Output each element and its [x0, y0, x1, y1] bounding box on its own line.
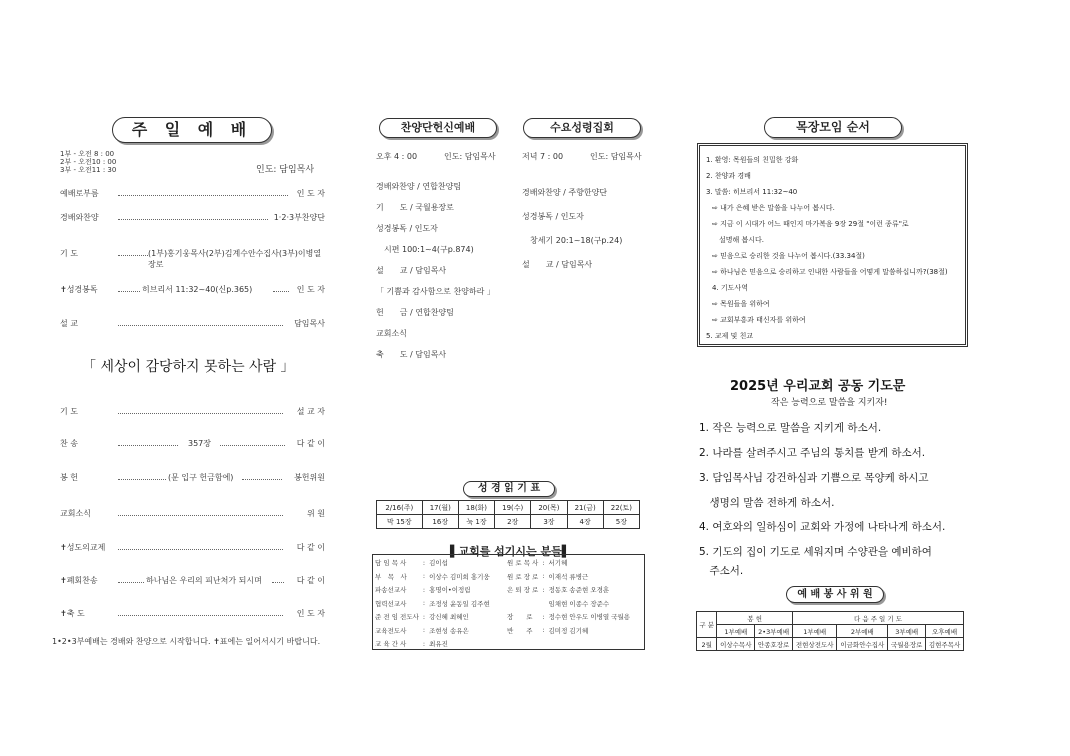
prayer-line-5: 5. 기도의 집이 기도로 세워지며 수양관을 예비하여: [699, 546, 932, 558]
order-hymn: 찬 송 357장 다 같 이: [60, 439, 325, 448]
sunday-note: 1•2•3부예배는 경배와 찬양으로 시작합니다. ✝표에는 일어서시기 바랍니다.: [52, 637, 321, 646]
wednesday-order: 경배와찬양 / 주향한양단 성경봉독 / 인도자 창세기 20:1~18(구p.24) 설 교 / 담임목사: [522, 188, 623, 269]
sermon-title: 「 세상이 감당하지 못하는 사람 」: [82, 359, 295, 375]
sunday-service-title: 주 일 예 배: [112, 117, 272, 143]
prayer-line-3: 3. 담임목사님 강건하심과 기쁨으로 목양케 하시고: [699, 472, 929, 484]
cell-group-items: 1. 환영: 목원들의 친밀한 강화 2. 찬양과 경배 3. 말씀: 히브리서 11:32~40 ⇨ 내가 은혜 받은 말씀을 나누어 봅시다. ⇨ 지금 이 시대가 어느 때인지 마가복음 9장 29절 "이런 종류"로 설명해 봅시다. ⇨ 믿음으로 승리한 것을 나누어 봅시다.(33.34절) ⇨ 하나님은 믿음으로 승리하고 인내한 사람들을 어떻게 말씀하십니까?(38절) 4. 기도사역 ⇨ 목원들을 위하여 ⇨ 교회부흥과 태신자를 위하여 5. 교제 및 친교: [706, 156, 948, 340]
order-fellowship: ✝성도의교제 다 같 이: [60, 543, 325, 552]
wednesday-time: 저녁 7 : 00: [522, 152, 564, 161]
order-church-news: 교회소식 위 원: [60, 509, 325, 518]
staff-title: ▌교회를 섬기시는 분들▌: [450, 545, 571, 558]
order-closing-prayer: 기 도 설 교 자: [60, 407, 325, 416]
order-offering: 봉 헌 (문 입구 헌금함에) 봉헌위원: [60, 473, 325, 482]
prayer-subtitle: 작은 능력으로 말씀을 지키자!: [771, 398, 888, 408]
service-team-title: 예 배 봉 사 위 원: [786, 586, 884, 603]
choir-service-title: 찬양단헌신예배: [379, 118, 497, 138]
staff-right: 원 로 목 사 : 서기혜 원 로 장 로 : 이재석 류병근 은 퇴 장 로 : 정동호 송준현 오경훈 임채현 이종수 장준수 장 로 : 정수현 안우도 이병열 국월용 반 주 : 김미정 김기혜: [507, 558, 631, 635]
prayer-line-3b: 생명의 말씀 전하게 하소서.: [699, 497, 835, 509]
choir-order: 경배와찬양 / 연합찬양팀 기 도 / 국월용장로 성경봉독 / 인도자 시편 100:1~4(구p.874) 설 교 / 담임목사 「 기쁨과 감사함으로 찬양하라 」 헌 금 / 연합찬양팀 교회소식 축 도 / 담임목사: [376, 182, 495, 359]
cell-group-box: [697, 143, 968, 347]
order-closing-hymn: ✝폐회찬송 하나님은 우리의 피난처가 되시며 다 같 이: [60, 576, 325, 585]
prayer-line-1: 1. 작은 능력으로 말씀을 지키게 하소서.: [699, 422, 882, 434]
order-prayer: 기 도 (1부)홍기웅목사(2부)김계수안수집사(3부)이병열장로: [60, 249, 322, 269]
service-times: 1부 - 오전 8 : 00 2부 - 오전10 : 00 3부 - 오전11 : 30: [60, 150, 117, 174]
choir-leader: 인도: 담임목사: [444, 152, 496, 161]
staff-left: 담 임 목 사 : 김이섭 부 목 사 : 이상수 김미희 홍기웅 파송선교사 : 홍명이•이정림 협력선교사 : 조정성 윤동일 김주현 준 전 임 전도사 : 강신혜 최혜인 교육전도사 : 조현성 송유은 교 육 간 사 : 최유진: [375, 558, 490, 649]
prayer-line-4: 4. 여호와의 일하심이 교회와 가정에 나타나게 하소서.: [699, 521, 946, 533]
staff-box: [372, 554, 645, 650]
choir-time: 오후 4 : 00: [376, 152, 418, 161]
prayer-line-5b: 주소서.: [699, 565, 744, 577]
order-call-to-worship: 예배로부름 인 도 자: [60, 189, 325, 198]
order-scripture-reading: ✝성경봉독 히브리서 11:32~40(신p.365) 인 도 자: [60, 285, 325, 294]
cell-group-title: 목장모임 순서: [764, 117, 902, 138]
sunday-leader: 인도: 담임목사: [256, 165, 315, 175]
wednesday-service-title: 수요성령집회: [523, 118, 641, 138]
order-benediction: ✝축 도 인 도 자: [60, 609, 325, 618]
service-team-table: 구 분 봉 헌 다 음 주 일 기 도 1부예배 2•3부예배 1부예배 2부예배 3부예배 오후예배 2월 이상수목사 안종호장로 전현상전도사 이금화안수집사 국월용장로 김현주목사: [696, 611, 964, 651]
wednesday-leader: 인도: 담임목사: [590, 152, 642, 161]
bible-reading-table: 2/16(주) 17(월) 18(화) 19(수) 20(목) 21(금) 22(토) 막 15장 16장 눅 1장 2장 3장 4장 5장: [376, 500, 640, 529]
order-praise-worship: 경배와찬양 1·2·3부찬양단: [60, 213, 325, 222]
order-sermon: 설 교 담임목사: [60, 319, 325, 328]
prayer-line-2: 2. 나라를 살려주시고 주님의 통치를 받게 하소서.: [699, 447, 926, 459]
prayer-title: 2025년 우리교회 공동 기도문: [730, 379, 906, 394]
bible-reading-title: 성 경 읽 기 표: [463, 481, 555, 497]
